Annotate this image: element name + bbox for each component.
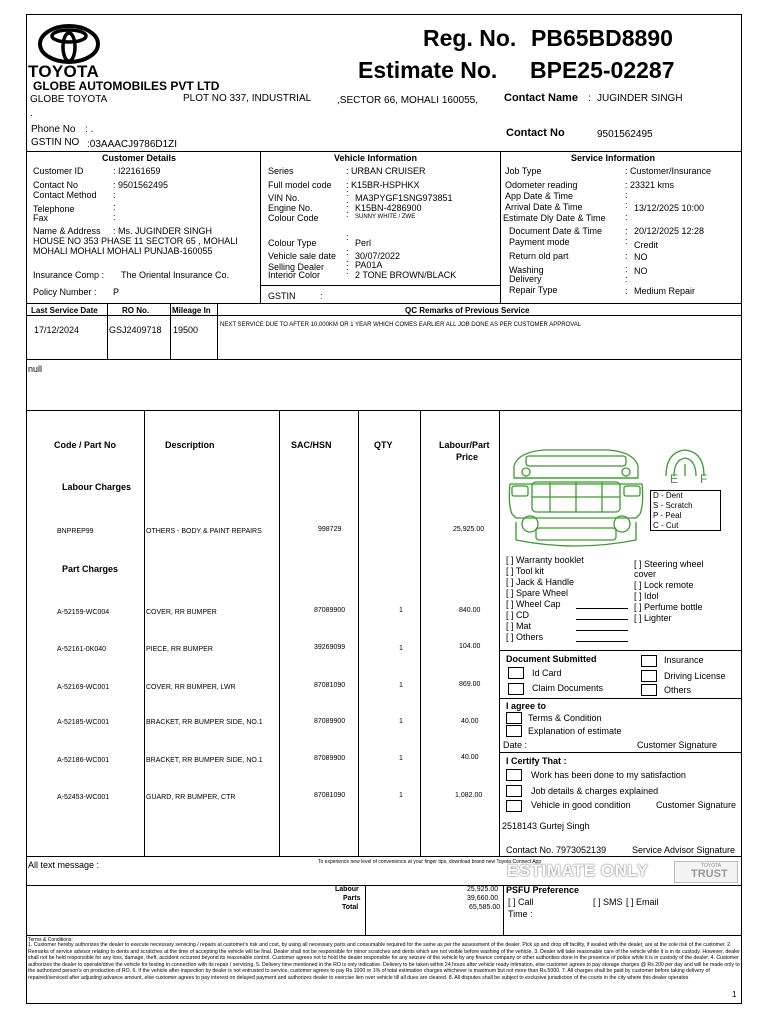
repair-type-value: Medium Repair xyxy=(634,286,696,296)
vehicle-gstin-label: GSTIN xyxy=(268,291,296,301)
washing-label: Washing xyxy=(509,265,544,275)
part-code: A-52186-WC001 xyxy=(57,757,110,764)
ro-no-header: RO No. xyxy=(122,306,150,315)
part-desc: BRACKET, RR BUMPER SIDE, NO.1 xyxy=(146,719,263,726)
qty-header: QTY xyxy=(374,440,393,450)
customer-id-label: Customer ID xyxy=(33,166,84,176)
payment-value: Credit xyxy=(634,240,659,250)
license-label: Driving License xyxy=(664,671,726,681)
part-hsn: 87081090 xyxy=(314,792,346,799)
checklist-lock-remote[interactable]: [ ] Lock remote xyxy=(634,580,694,590)
customer-contact-value: : 9501562495 xyxy=(113,180,169,190)
part-price: 869.00 xyxy=(459,681,481,688)
job-type-value: : Customer/Insurance xyxy=(625,166,712,176)
interior-value: 2 TONE BROWN/BLACK xyxy=(355,270,457,280)
colour-type-colon: : xyxy=(346,232,349,242)
part-price: 40.00 xyxy=(461,754,479,761)
advisor-signature: Service Advisor Signature xyxy=(632,845,736,855)
checklist-jack[interactable]: [ ] Jack & Handle xyxy=(506,577,575,587)
total-labour-label: Labour xyxy=(335,886,359,893)
id-card-checkbox[interactable] xyxy=(508,667,524,679)
part-qty: 1 xyxy=(399,645,403,652)
page-number: 1 xyxy=(732,990,737,999)
address-line-2: ,SECTOR 66, MOHALI 160055, xyxy=(337,95,478,106)
reg-label: Reg. No. xyxy=(423,25,517,51)
part-price: 104.00 xyxy=(459,643,481,650)
legend-dent: D - Dent xyxy=(653,491,683,500)
sale-date-value: 30/07/2022 xyxy=(355,251,401,261)
part-hsn: 87089900 xyxy=(314,718,346,725)
interior-colon: : xyxy=(346,266,349,276)
part-desc: PIECE, RR BUMPER xyxy=(146,646,213,653)
address-line-2: MOHALI MOHALI MOHALI PUNJAB-160055 xyxy=(33,246,213,256)
checklist-steering-cover: cover xyxy=(634,569,657,579)
insurance-value: The Oriental Insurance Co. xyxy=(121,270,230,280)
last-service-date: 17/12/2024 xyxy=(34,325,80,335)
price-header-2: Price xyxy=(456,452,479,462)
psfu-sms[interactable]: [ ] SMS xyxy=(593,897,623,907)
arrival-colon: : xyxy=(625,200,628,210)
address-line-1: HOUSE NO 353 PHASE 11 SECTOR 65 , MOHALI xyxy=(33,236,238,246)
toyota-logo xyxy=(38,24,100,64)
vin-label: VIN No. xyxy=(268,193,300,203)
part-code: A-52185-WC001 xyxy=(57,719,110,726)
price-header-1: Labour/Part xyxy=(439,440,490,450)
text-message-label: All text message : xyxy=(28,860,100,870)
contact-method-value: : xyxy=(113,190,116,200)
dealer-short: GLOBE TOYOTA xyxy=(30,94,108,105)
colour-type-value: Perl xyxy=(355,238,372,248)
arrival-label: Arrival Date & Time xyxy=(505,202,583,212)
est-delivery-colon: : xyxy=(625,212,628,222)
customer-id-value: : I22161659 xyxy=(113,166,161,176)
checklist-perfume[interactable]: [ ] Perfume bottle xyxy=(634,602,703,612)
job-details-label: Job details & charges explained xyxy=(531,786,659,796)
colour-code-value: SUNNY WHITE / ZWE xyxy=(355,214,416,220)
part-code: A-52169-WC001 xyxy=(57,684,110,691)
labour-charges-title: Labour Charges xyxy=(62,482,132,492)
colour-code-label: Colour Code xyxy=(268,213,319,223)
name-address-label: Name & Address xyxy=(33,226,101,236)
model-code-value: : K15BR-HSPHKX xyxy=(346,180,420,190)
terms-title: Terms & Conditions: xyxy=(28,937,73,943)
others-doc-checkbox[interactable] xyxy=(641,684,657,696)
series-value: : URBAN CRUISER xyxy=(346,166,426,176)
fuel-full: F xyxy=(700,472,708,486)
delivery-colon: : xyxy=(625,274,628,284)
claim-docs-checkbox[interactable] xyxy=(508,683,524,695)
washing-value: NO xyxy=(634,266,648,276)
part-qty: 1 xyxy=(399,792,403,799)
part-qty: 1 xyxy=(399,607,403,614)
doc-date-value: 20/12/2025 12:28 xyxy=(634,226,705,236)
description-header: Description xyxy=(165,440,215,450)
selling-dealer-value: PA01A xyxy=(355,260,383,270)
selling-dealer-colon: : xyxy=(346,258,349,268)
terms-checkbox[interactable] xyxy=(506,712,522,724)
total-labour-value: 25,925.00 xyxy=(467,886,499,893)
satisfaction-label: Work has been done to my satisfaction xyxy=(531,770,686,780)
fuel-empty: E xyxy=(670,472,679,486)
mileage-header: Mileage In xyxy=(172,306,211,315)
part-desc: COVER, RR BUMPER, LWR xyxy=(146,684,236,691)
part-qty: 1 xyxy=(399,755,403,762)
explanation-label: Explanation of estimate xyxy=(528,726,622,736)
odometer-label: Odometer reading xyxy=(505,180,578,190)
contact-no-value: 9501562495 xyxy=(597,129,653,140)
checklist-lighter[interactable]: [ ] Lighter xyxy=(634,613,672,623)
grand-total-label: Total xyxy=(342,904,359,911)
sale-date-colon: : xyxy=(346,247,349,257)
legend-cut: C - Cut xyxy=(653,521,679,530)
doc-date-label: Document Date & Time xyxy=(509,226,603,236)
brand-name: TOYOTA xyxy=(28,62,100,81)
part-price: 1,082.00 xyxy=(455,792,483,799)
phone-value: : . xyxy=(85,124,94,135)
part-code: A-52453-WC001 xyxy=(57,794,110,801)
return-value: NO xyxy=(634,252,648,262)
checklist-spare-wheel[interactable]: [ ] Spare Wheel xyxy=(506,588,569,598)
job-type-label: Job Type xyxy=(505,166,542,176)
last-ro-no: GSJ2409718 xyxy=(109,325,162,335)
gstin-value: :03AAACJ9786D1ZI xyxy=(87,139,178,150)
sale-date-label: Vehicle sale date xyxy=(268,251,337,261)
code-header: Code / Part No xyxy=(54,440,117,450)
app-date-label: App Date & Time xyxy=(505,191,574,201)
agree-customer-signature: Customer Signature xyxy=(637,740,718,750)
selling-dealer-label: Selling Dealer xyxy=(268,262,325,272)
part-hsn: 39269099 xyxy=(314,644,346,651)
policy-label: Policy Number : xyxy=(33,287,97,297)
insurance-label: Insurance Comp : xyxy=(33,270,105,280)
claim-docs-label: Claim Documents xyxy=(532,683,604,693)
checklist-idol[interactable]: [ ] Idol xyxy=(634,591,659,601)
dealer-name: GLOBE AUTOMOBILES PVT LTD xyxy=(33,79,220,93)
psfu-email[interactable]: [ ] Email xyxy=(626,897,659,907)
repair-type-colon: : xyxy=(625,286,628,296)
payment-label: Payment mode xyxy=(509,237,570,247)
null-text: null xyxy=(28,364,43,374)
service-advisor: 2518143 Gurtej Singh xyxy=(502,821,590,831)
certify-title: I Certify That : xyxy=(506,756,567,766)
qc-remarks-text: NEXT SERVICE DUE TO AFTER 10,000KM OR 1 YEAR WHICH COMES EARLIER ALL JOB DONE AS PER CUSTOMER APPROVAL xyxy=(220,322,582,328)
trust-logo-main: TRUST xyxy=(691,868,728,880)
model-code-label: Full model code xyxy=(268,180,332,190)
return-colon: : xyxy=(625,251,628,261)
certify-customer-signature: Customer Signature xyxy=(656,800,737,810)
insurance-checkbox[interactable] xyxy=(641,655,657,667)
part-qty: 1 xyxy=(399,718,403,725)
vin-colon: : xyxy=(346,188,349,198)
odometer-value: : 23321 kms xyxy=(625,180,675,190)
total-parts-value: 39,660.00 xyxy=(467,895,499,902)
checklist-warranty[interactable]: [ ] Warranty booklet xyxy=(506,555,584,565)
contact-name-sep: : xyxy=(588,93,591,104)
labour-code: BNPREP99 xyxy=(57,528,94,535)
payment-colon: : xyxy=(625,236,628,246)
colour-type-label: Colour Type xyxy=(268,238,317,248)
contact-method-label: Contact Method xyxy=(33,190,97,200)
contact-name-label: Contact Name xyxy=(504,92,578,104)
washing-colon: : xyxy=(625,264,628,274)
header-dot: . xyxy=(30,108,33,119)
part-hsn: 87081090 xyxy=(314,682,346,689)
contact-no-label: Contact No xyxy=(506,127,565,139)
engine-label: Engine No. xyxy=(268,203,313,213)
trust-logo-top: TOYOTA xyxy=(701,863,722,869)
insurance-doc-label: Insurance xyxy=(664,655,704,665)
gstin-label: GSTIN NO xyxy=(31,137,80,148)
telephone-value: : xyxy=(113,202,116,212)
hsn-header: SAC/HSN xyxy=(291,440,332,450)
labour-price: 25,925.00 xyxy=(453,526,485,533)
qc-remarks-header: QC Remarks of Previous Service xyxy=(405,306,530,315)
id-card-label: Id Card xyxy=(532,668,562,678)
part-hsn: 87089900 xyxy=(314,607,346,614)
legend-scratch: S - Scratch xyxy=(653,501,693,510)
last-service-header: Last Service Date xyxy=(31,306,98,315)
grand-total-value: 65,585.00 xyxy=(469,904,501,911)
engine-value: K15BN-4286900 xyxy=(355,203,422,213)
license-checkbox[interactable] xyxy=(641,670,657,682)
estimate-number: BPE25-02287 xyxy=(530,57,675,83)
toyota-trust-logo xyxy=(674,861,738,883)
checklist-steering[interactable]: [ ] Steering wheel xyxy=(634,559,704,569)
agree-title: I agree to xyxy=(506,701,547,711)
satisfaction-checkbox[interactable] xyxy=(506,769,522,781)
series-label: Series xyxy=(268,166,294,176)
checklist-others[interactable]: [ ] Others xyxy=(506,632,544,642)
checklist-wheel-cap[interactable]: [ ] Wheel Cap xyxy=(506,599,561,609)
job-details-checkbox[interactable] xyxy=(506,785,522,797)
part-price: 40.00 xyxy=(461,718,479,725)
checklist-cd[interactable]: [ ] CD xyxy=(506,610,530,620)
vehicle-info-title: Vehicle Information xyxy=(334,153,418,163)
car-diagram-icon xyxy=(506,444,646,548)
psfu-time: Time : xyxy=(508,909,533,919)
labour-desc: OTHERS - BODY & PAINT REPAIRS xyxy=(146,528,262,535)
last-mileage: 19500 xyxy=(173,325,199,335)
part-hsn: 87089900 xyxy=(314,755,346,762)
psfu-title: PSFU Preference xyxy=(506,885,580,895)
vin-value: MA3PYGF1SNG973851 xyxy=(355,193,453,203)
policy-value: P xyxy=(113,287,120,297)
service-info-title: Service Information xyxy=(571,153,656,163)
part-code: A-52161-0K040 xyxy=(57,646,107,653)
address-line-1: PLOT NO 337, INDUSTRIAL xyxy=(183,93,312,104)
interior-label: Interior Color xyxy=(268,270,321,280)
customer-details-title: Customer Details xyxy=(102,153,177,163)
vehicle-gstin-value: : xyxy=(320,291,323,301)
estimate-only-stamp: ESTIMATE ONLY xyxy=(507,861,649,880)
arrival-value: 13/12/2025 10:00 xyxy=(634,203,705,213)
legend-peal: P - Peal xyxy=(653,511,682,520)
agree-date-label: Date : xyxy=(503,740,528,750)
fax-value: : xyxy=(113,212,116,222)
delivery-label: Delivery xyxy=(509,274,542,284)
part-code: A-52159-WC004 xyxy=(57,609,110,616)
fax-label: Fax xyxy=(33,213,49,223)
advisor-contact: Contact No. 7973052139 xyxy=(506,845,607,855)
others-doc-label: Others xyxy=(664,685,692,695)
promo-text: To experience new level of convenience at your finger tips, download brand new Toyota Connect App xyxy=(318,859,542,865)
labour-hsn: 998729 xyxy=(318,526,342,533)
customer-contact-label: Contact No xyxy=(33,180,79,190)
terms-text: 1. Customer hereby authorizes the dealer to execute necessary servicing / repairs at customer's risk and cost, by using all necessary parts and consumable required for the same as per the assessment of the dealer. Pick up and drop off facility, if availed with the dealer, are at the sole risk of the customer. 2. Remarks of service advisor relating to dents and scratches at the time of accepting the vehicle will be final. Dealer shall not be responsible for minor scratches and dents which are not visible before washing of the vehicle. 3. Dealer will take reasonable care of the vehicle while it is in its custody. However, dealer shall not be held responsible for any loss, damage, theft, accident occurred beyond its reasonable control. Customer agrees not to hold the dealer responsible for any seizure of the vehicle by any finance company or other authorities done in the presence of police while it is in custody of the dealer. 4. Customer authorizes the dealer to operate/drive the vehicle for testing in connection with its repair / servicing. 5. Delivery time mentioned in the RO is only indicative. Delivery to be taken within 24 hours after vehicle ready intimation, else customer agrees to pay storage charges @ Rs.200 per day and will be made only to the authorized person's on production of RO. 6. If the vehicle after inspection by dealer is not entrusted to service, customer agrees to pay Rs.1000 or 1% of total estimation charges whichever is maximum but not more than Rs.5000. 7. All charges shall be paid by customer before taking delivery of repaired/serviced after adjusting advance amount, else customer agrees to pay interest on delayed payment and authorizes dealer to exercise lien over vehicle till all dues are cleared. 8. All disputes shall be subject to exclusive jurisdiction of the courts in the city where this dealer operates xyxy=(28,942,740,981)
good-condition-label: Vehicle in good condition xyxy=(531,800,631,810)
part-charges-title: Part Charges xyxy=(62,564,119,574)
checklist-tool-kit[interactable]: [ ] Tool kit xyxy=(506,566,544,576)
part-desc: GUARD, RR BUMPER, CTR xyxy=(146,794,236,801)
psfu-call[interactable]: [ ] Call xyxy=(508,897,534,907)
contact-name-value: JUGINDER SINGH xyxy=(597,93,683,104)
part-desc: COVER, RR BUMPER xyxy=(146,609,217,616)
telephone-label: Telephone xyxy=(33,204,75,214)
part-desc: BRACKET, RR BUMPER SIDE, NO.1 xyxy=(146,757,263,764)
document-submitted-title: Document Submitted xyxy=(506,654,597,664)
part-qty: 1 xyxy=(399,682,403,689)
total-parts-label: Parts xyxy=(343,895,361,902)
repair-type-label: Repair Type xyxy=(509,285,558,295)
checklist-mat[interactable]: [ ] Mat xyxy=(506,621,532,631)
doc-date-colon: : xyxy=(625,226,628,236)
estimate-label: Estimate No. xyxy=(358,57,498,83)
terms-label: Terms & Condition xyxy=(528,713,602,723)
phone-label: Phone No xyxy=(31,124,76,135)
return-label: Return old part xyxy=(509,251,569,261)
good-condition-checkbox[interactable] xyxy=(506,800,522,812)
app-date-colon: : xyxy=(625,190,628,200)
explanation-checkbox[interactable] xyxy=(506,725,522,737)
part-price: 840.00 xyxy=(459,607,481,614)
engine-colon: : xyxy=(346,199,349,209)
colour-code-colon: : xyxy=(346,209,349,219)
reg-number: PB65BD8890 xyxy=(531,25,673,51)
name-value: : Ms. JUGINDER SINGH xyxy=(113,226,213,236)
est-delivery-label: Estimate Dly Date & Time xyxy=(503,213,606,223)
